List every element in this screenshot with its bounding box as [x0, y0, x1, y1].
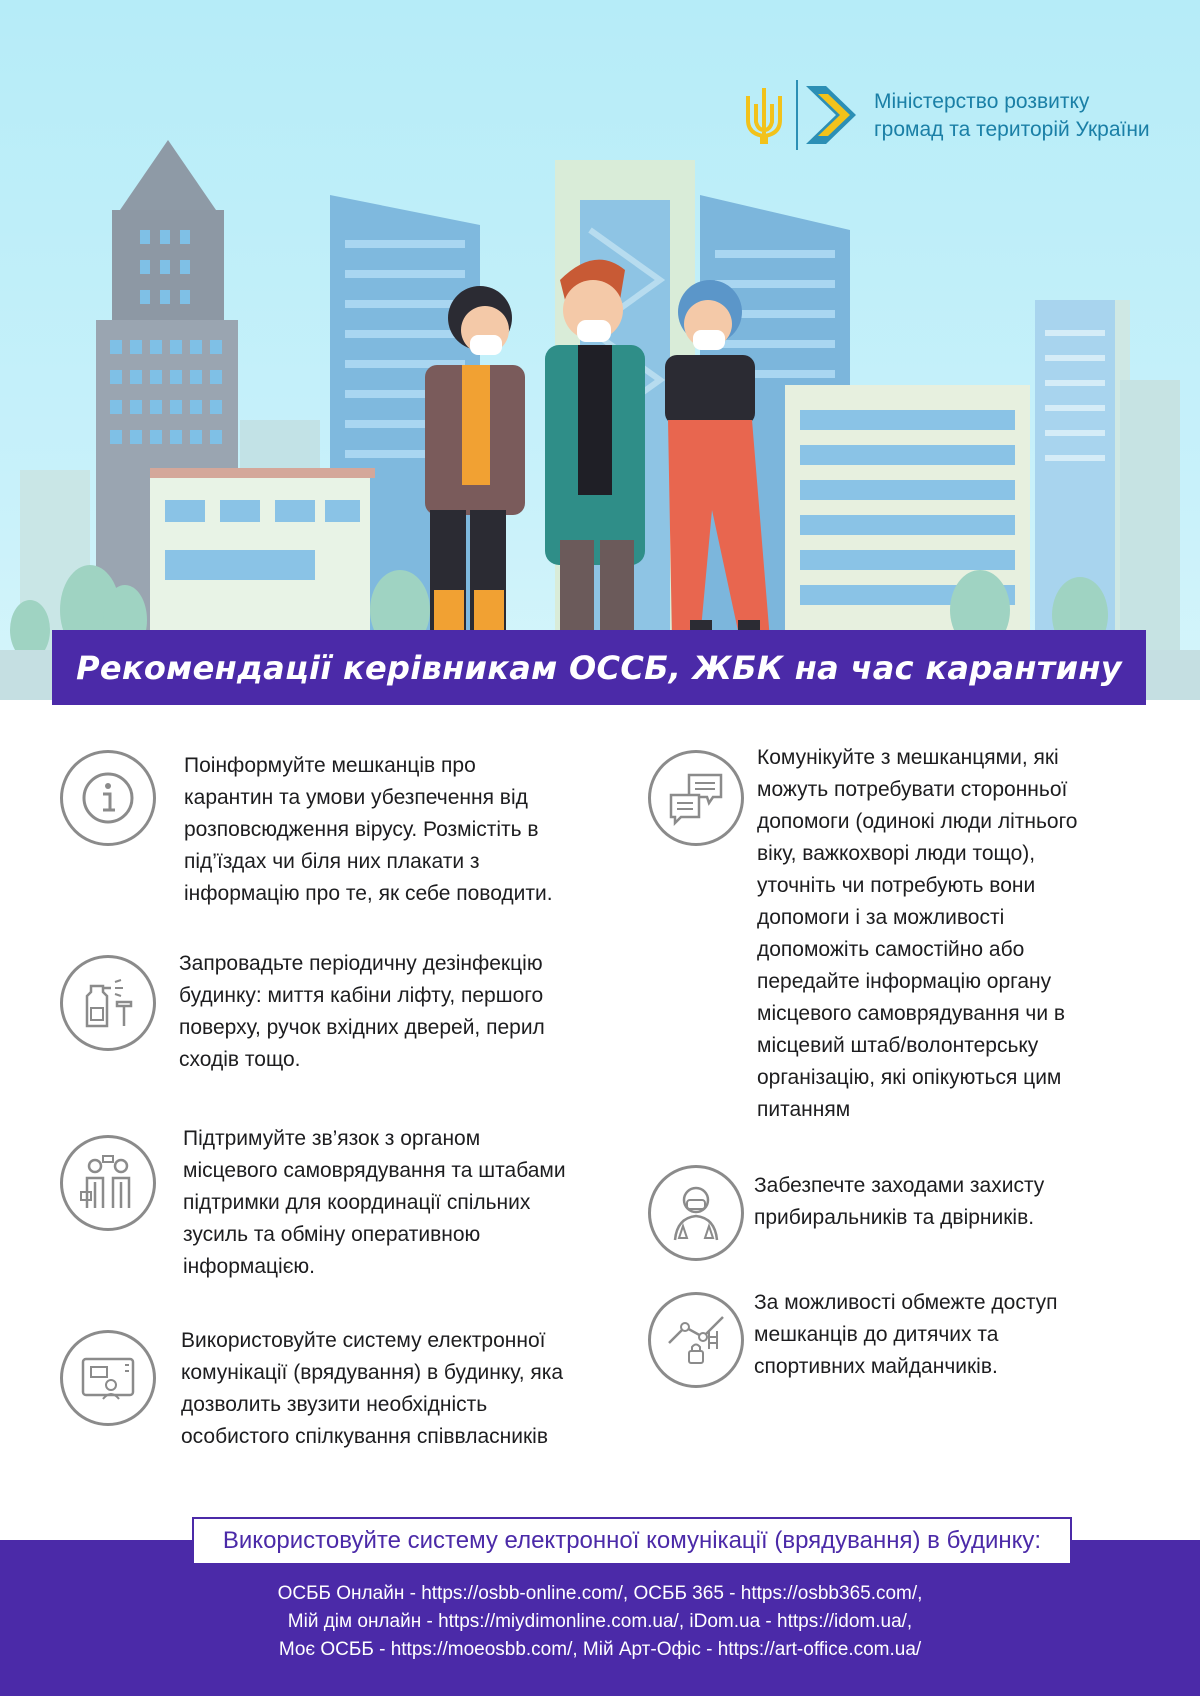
footer-links-line[interactable]: Мій дім онлайн - https://miydimonline.com.ua/, iDom.ua - https://idom.ua/, — [287, 1611, 913, 1632]
text-line: можуть потребувати сторонньої — [757, 778, 1068, 801]
ministry-name-line2: громад та територій України — [874, 118, 1150, 141]
ministry-name-line1: Міністерство розвитку — [874, 90, 1090, 113]
text-line: дозволить звузити необхідність — [181, 1393, 488, 1416]
text-line: зусиль та обміну оперативною — [183, 1223, 481, 1246]
text-line: спортивних майданчиків. — [754, 1355, 998, 1378]
text-line: передайте інформацію органу — [757, 970, 1052, 993]
logo-separator — [796, 80, 798, 150]
text-line: будинку: миття кабіни ліфту, першого — [179, 984, 544, 1007]
trident-emblem-icon — [744, 86, 784, 146]
text-line: Комунікуйте з мешканцями, які — [757, 746, 1059, 769]
recommendation-disinfection — [179, 948, 545, 1076]
page-title: Рекомендації керівникам ОССБ, ЖБК на час карантину — [76, 648, 1122, 687]
text-line: місцевий штаб/волонтерську — [757, 1034, 1039, 1057]
text-line: За можливості обмежте доступ — [754, 1291, 1058, 1314]
text-line: питанням — [757, 1098, 851, 1121]
recommendation-electronic-system — [181, 1325, 563, 1453]
text-line: уточніть чи потребують вони — [757, 874, 1036, 897]
recommendation-help-residents — [757, 742, 1077, 1126]
text-line: комунікації (врядування) в будинку, яка — [181, 1361, 564, 1384]
text-line: Забезпечте заходами захисту — [754, 1174, 1045, 1197]
playground-lock-icon — [648, 1292, 744, 1388]
text-line: допоможіть самостійно або — [757, 938, 1025, 961]
text-line: Запровадьте періодичну дезінфекцію — [179, 952, 543, 975]
info-icon — [60, 750, 156, 846]
text-line: організацію, які опікуються цим — [757, 1066, 1062, 1089]
disinfection-icon — [60, 955, 156, 1051]
text-line: Використовуйте систему електронної — [181, 1329, 546, 1352]
hero-illustration — [0, 0, 1200, 700]
recommendation-protect-cleaners — [754, 1170, 1044, 1234]
footer-heading: Використовуйте систему електронної комунікації (врядування) в будинку: — [222, 1527, 1042, 1554]
text-line: інформацію про те, як себе поводити. — [184, 882, 553, 905]
text-line: під’їздах чи біля них плакати з — [184, 850, 480, 873]
text-line: Поінформуйте мешканців про — [184, 754, 476, 777]
masked-worker-icon — [648, 1165, 744, 1261]
ministry-name — [874, 88, 1194, 144]
text-line: допомоги і за можливості — [757, 906, 1005, 929]
text-line: сходів тощо. — [179, 1048, 301, 1071]
text-line: інформацією. — [183, 1255, 316, 1278]
recommendation-restrict-playgrounds — [754, 1287, 1058, 1383]
footer-heading-box — [192, 1517, 1072, 1565]
chat-bubbles-icon — [648, 750, 744, 846]
footer-links-line[interactable]: ОСББ Онлайн - https://osbb-online.com/, ОСББ 365 - https://osbb365.com/, — [277, 1583, 923, 1604]
people-communication-icon — [60, 1135, 156, 1231]
text-line: карантин та умови убезпечення від — [184, 786, 528, 809]
text-line: Підтримуйте зв’язок з органом — [183, 1127, 481, 1150]
title-banner — [52, 630, 1146, 705]
ministry-logo — [744, 80, 1184, 155]
text-line: розповсюдження вірусу. Розмістіть в — [184, 818, 539, 841]
text-line: особистого спілкування співвласників — [181, 1425, 548, 1448]
recommendation-local-authority — [183, 1123, 566, 1283]
footer-links — [0, 1580, 1200, 1664]
electronic-system-icon — [60, 1330, 156, 1426]
recommendation-inform-residents — [184, 750, 553, 910]
text-line: місцевого самоврядування чи в — [757, 1002, 1066, 1025]
text-line: місцевого самоврядування та штабами — [183, 1159, 566, 1182]
footer-links-line[interactable]: Моє ОСББ - https://moeosbb.com/, Мій Арт-Офіс - https://art-office.com.ua/ — [278, 1639, 922, 1660]
text-line: мешканців до дитячих та — [754, 1323, 999, 1346]
ministry-chevron-icon — [804, 84, 864, 146]
text-line: прибиральників та двірників. — [754, 1206, 1035, 1229]
text-line: віку, важкохворі люди тощо), — [757, 842, 1036, 865]
text-line: підтримки для координації спільних — [183, 1191, 531, 1214]
text-line: поверху, ручок вхідних дверей, перил — [179, 1016, 545, 1039]
text-line: допомоги (одинокі люди літнього — [757, 810, 1078, 833]
